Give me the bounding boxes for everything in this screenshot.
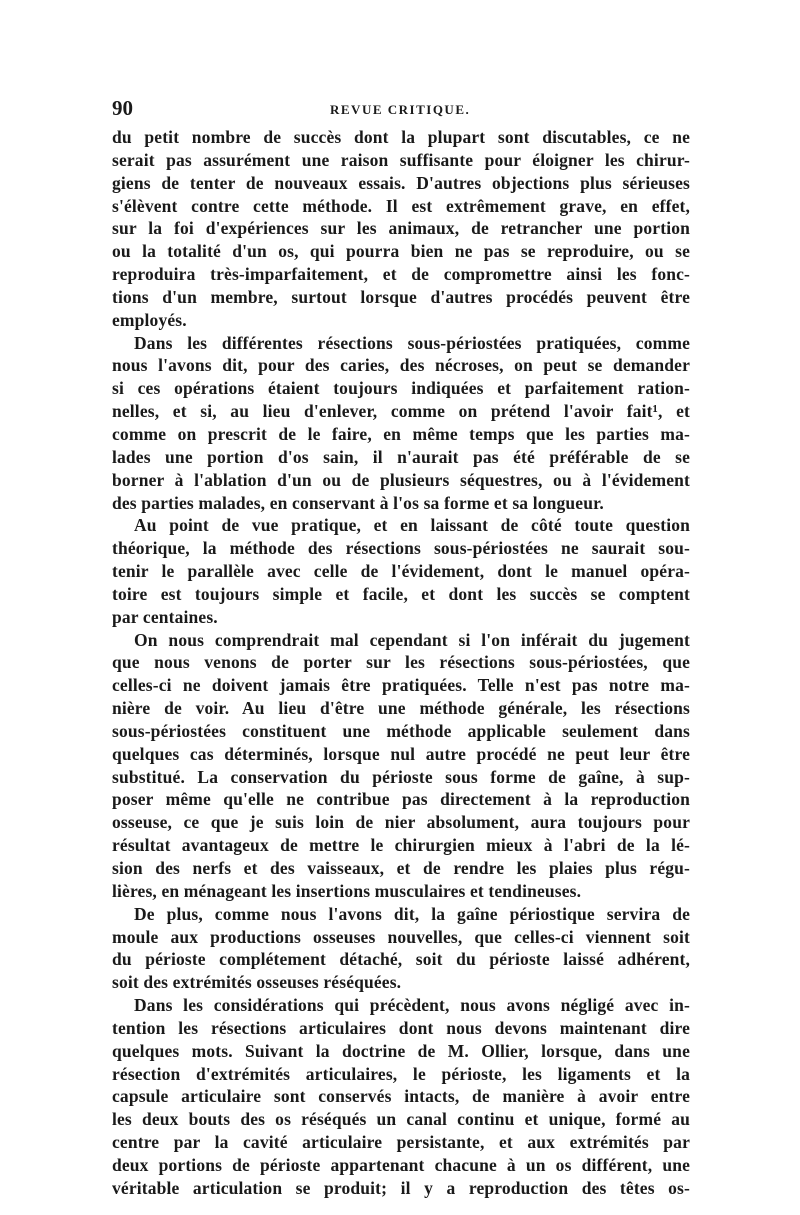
- text-line: employés.: [112, 309, 187, 330]
- text-line: moule aux productions osseuses nouvelles, que celles-ci viennent soit: [112, 926, 690, 947]
- text-line: du petit nombre de succès dont la plupart sont discutables, ce ne: [112, 127, 690, 147]
- text-line: lades une portion d'os sain, il n'aurait pas été préférable de se: [112, 446, 690, 467]
- text-line: si ces opérations étaient toujours indiquées et parfaitement ration-: [112, 378, 690, 399]
- text-line: résection d'extrémités articulaires, le périoste, les ligaments et la: [112, 1063, 690, 1084]
- text-line: sous-périostées constituent une méthode applicable seulement dans: [112, 720, 690, 741]
- text-line: que nous venons de porter sur les résections sous-périostées, que: [112, 652, 690, 673]
- text-line: tions d'un membre, surtout lorsque d'autres procédés peuvent être: [112, 286, 690, 307]
- text-line: De plus, comme nous l'avons dit, la gaîne périostique servira de: [134, 903, 690, 924]
- page-number: 90: [112, 96, 133, 120]
- text-line: Dans les considérations qui précèdent, nous avons négligé avec in-: [134, 995, 690, 1016]
- text-line: soit des extrémités osseuses réséquées.: [112, 972, 402, 993]
- text-line: nous l'avons dit, pour des caries, des nécroses, on peut se demander: [112, 355, 690, 376]
- text-line: reproduira très-imparfaitement, et de compromettre ainsi les fonc-: [112, 264, 690, 285]
- text-line: Au point de vue pratique, et en laissant de côté toute question: [134, 515, 690, 536]
- text-line: On nous comprendrait mal cependant si l'on inférait du jugement: [134, 629, 690, 650]
- running-head: [112, 96, 690, 122]
- text-line: du périoste complétement détaché, soit du périoste laissé adhérent,: [112, 949, 690, 970]
- text-line: substitué. La conservation du périoste sous forme de gaîne, à sup-: [112, 766, 690, 787]
- text-line: deux portions de périoste appartenant chacune à un os différent, une: [112, 1154, 690, 1175]
- text-line: quelques mots. Suivant la doctrine de M. Ollier, lorsque, dans une: [112, 1040, 690, 1061]
- text-line: résultat avantageux de mettre le chirurgien mieux à l'abri de la lé-: [112, 835, 690, 856]
- text-line: capsule articulaire sont conservés intacts, de manière à avoir entre: [112, 1086, 690, 1107]
- text-line: tenir le parallèle avec celle de l'évidement, dont le manuel opéra-: [112, 561, 690, 582]
- text-line: lières, en ménageant les insertions musculaires et tendineuses.: [112, 880, 582, 901]
- text-line: nelles, et si, au lieu d'enlever, comme on prétend l'avoir fait¹, et: [112, 401, 690, 422]
- text-line: des parties malades, en conservant à l'os sa forme et sa longueur.: [112, 492, 604, 513]
- text-line: véritable articulation se produit; il y a reproduction des têtes os-: [112, 1177, 690, 1198]
- text-line: nière de voir. Au lieu d'être une méthode générale, les résections: [112, 698, 690, 719]
- text-line: giens de tenter de nouveaux essais. D'autres objections plus sérieuses: [112, 172, 690, 193]
- text-line: Dans les différentes résections sous-périostées pratiquées, comme: [134, 332, 690, 353]
- text-line: ou la totalité d'un os, qui pourra bien ne pas se reproduire, ou se: [112, 241, 690, 262]
- text-line: théorique, la méthode des résections sous-périostées ne saurait sou-: [112, 538, 690, 559]
- text-line: celles-ci ne doivent jamais être pratiquées. Telle n'est pas notre ma-: [112, 675, 690, 696]
- text-line: sur la foi d'expériences sur les animaux, de retrancher une portion: [112, 218, 690, 239]
- text-line: centre par la cavité articulaire persistante, et aux extrémités par: [112, 1132, 690, 1153]
- text-line: borner à l'ablation d'un ou de plusieurs séquestres, ou à l'évidement: [112, 469, 690, 490]
- text-line: les deux bouts des os réséqués un canal continu et unique, formé au: [112, 1109, 690, 1130]
- text-line: par centaines.: [112, 606, 218, 627]
- running-title: REVUE CRITIQUE.: [330, 102, 471, 117]
- book-page: [112, 96, 690, 1200]
- text-line: comme on prescrit de le faire, en même temps que les parties ma-: [112, 423, 690, 444]
- text-line: poser même qu'elle ne contribue pas directement à la reproduction: [112, 789, 690, 810]
- text-line: osseuse, ce que je suis loin de nier absolument, aura toujours pour: [112, 812, 690, 833]
- text-line: s'élèvent contre cette méthode. Il est extrêmement grave, en effet,: [112, 195, 690, 216]
- text-line: toire est toujours simple et facile, et dont les succès se comptent: [112, 583, 690, 604]
- text-line: quelques cas déterminés, lorsque nul autre procédé ne peut leur être: [112, 743, 690, 764]
- body-text: [112, 126, 690, 1200]
- text-line: sion des nerfs et des vaisseaux, et de rendre les plaies plus régu-: [112, 858, 690, 878]
- text-line: serait pas assurément une raison suffisante pour éloigner les chirur-: [112, 149, 690, 170]
- text-line: tention les résections articulaires dont nous devons maintenant dire: [112, 1017, 690, 1038]
